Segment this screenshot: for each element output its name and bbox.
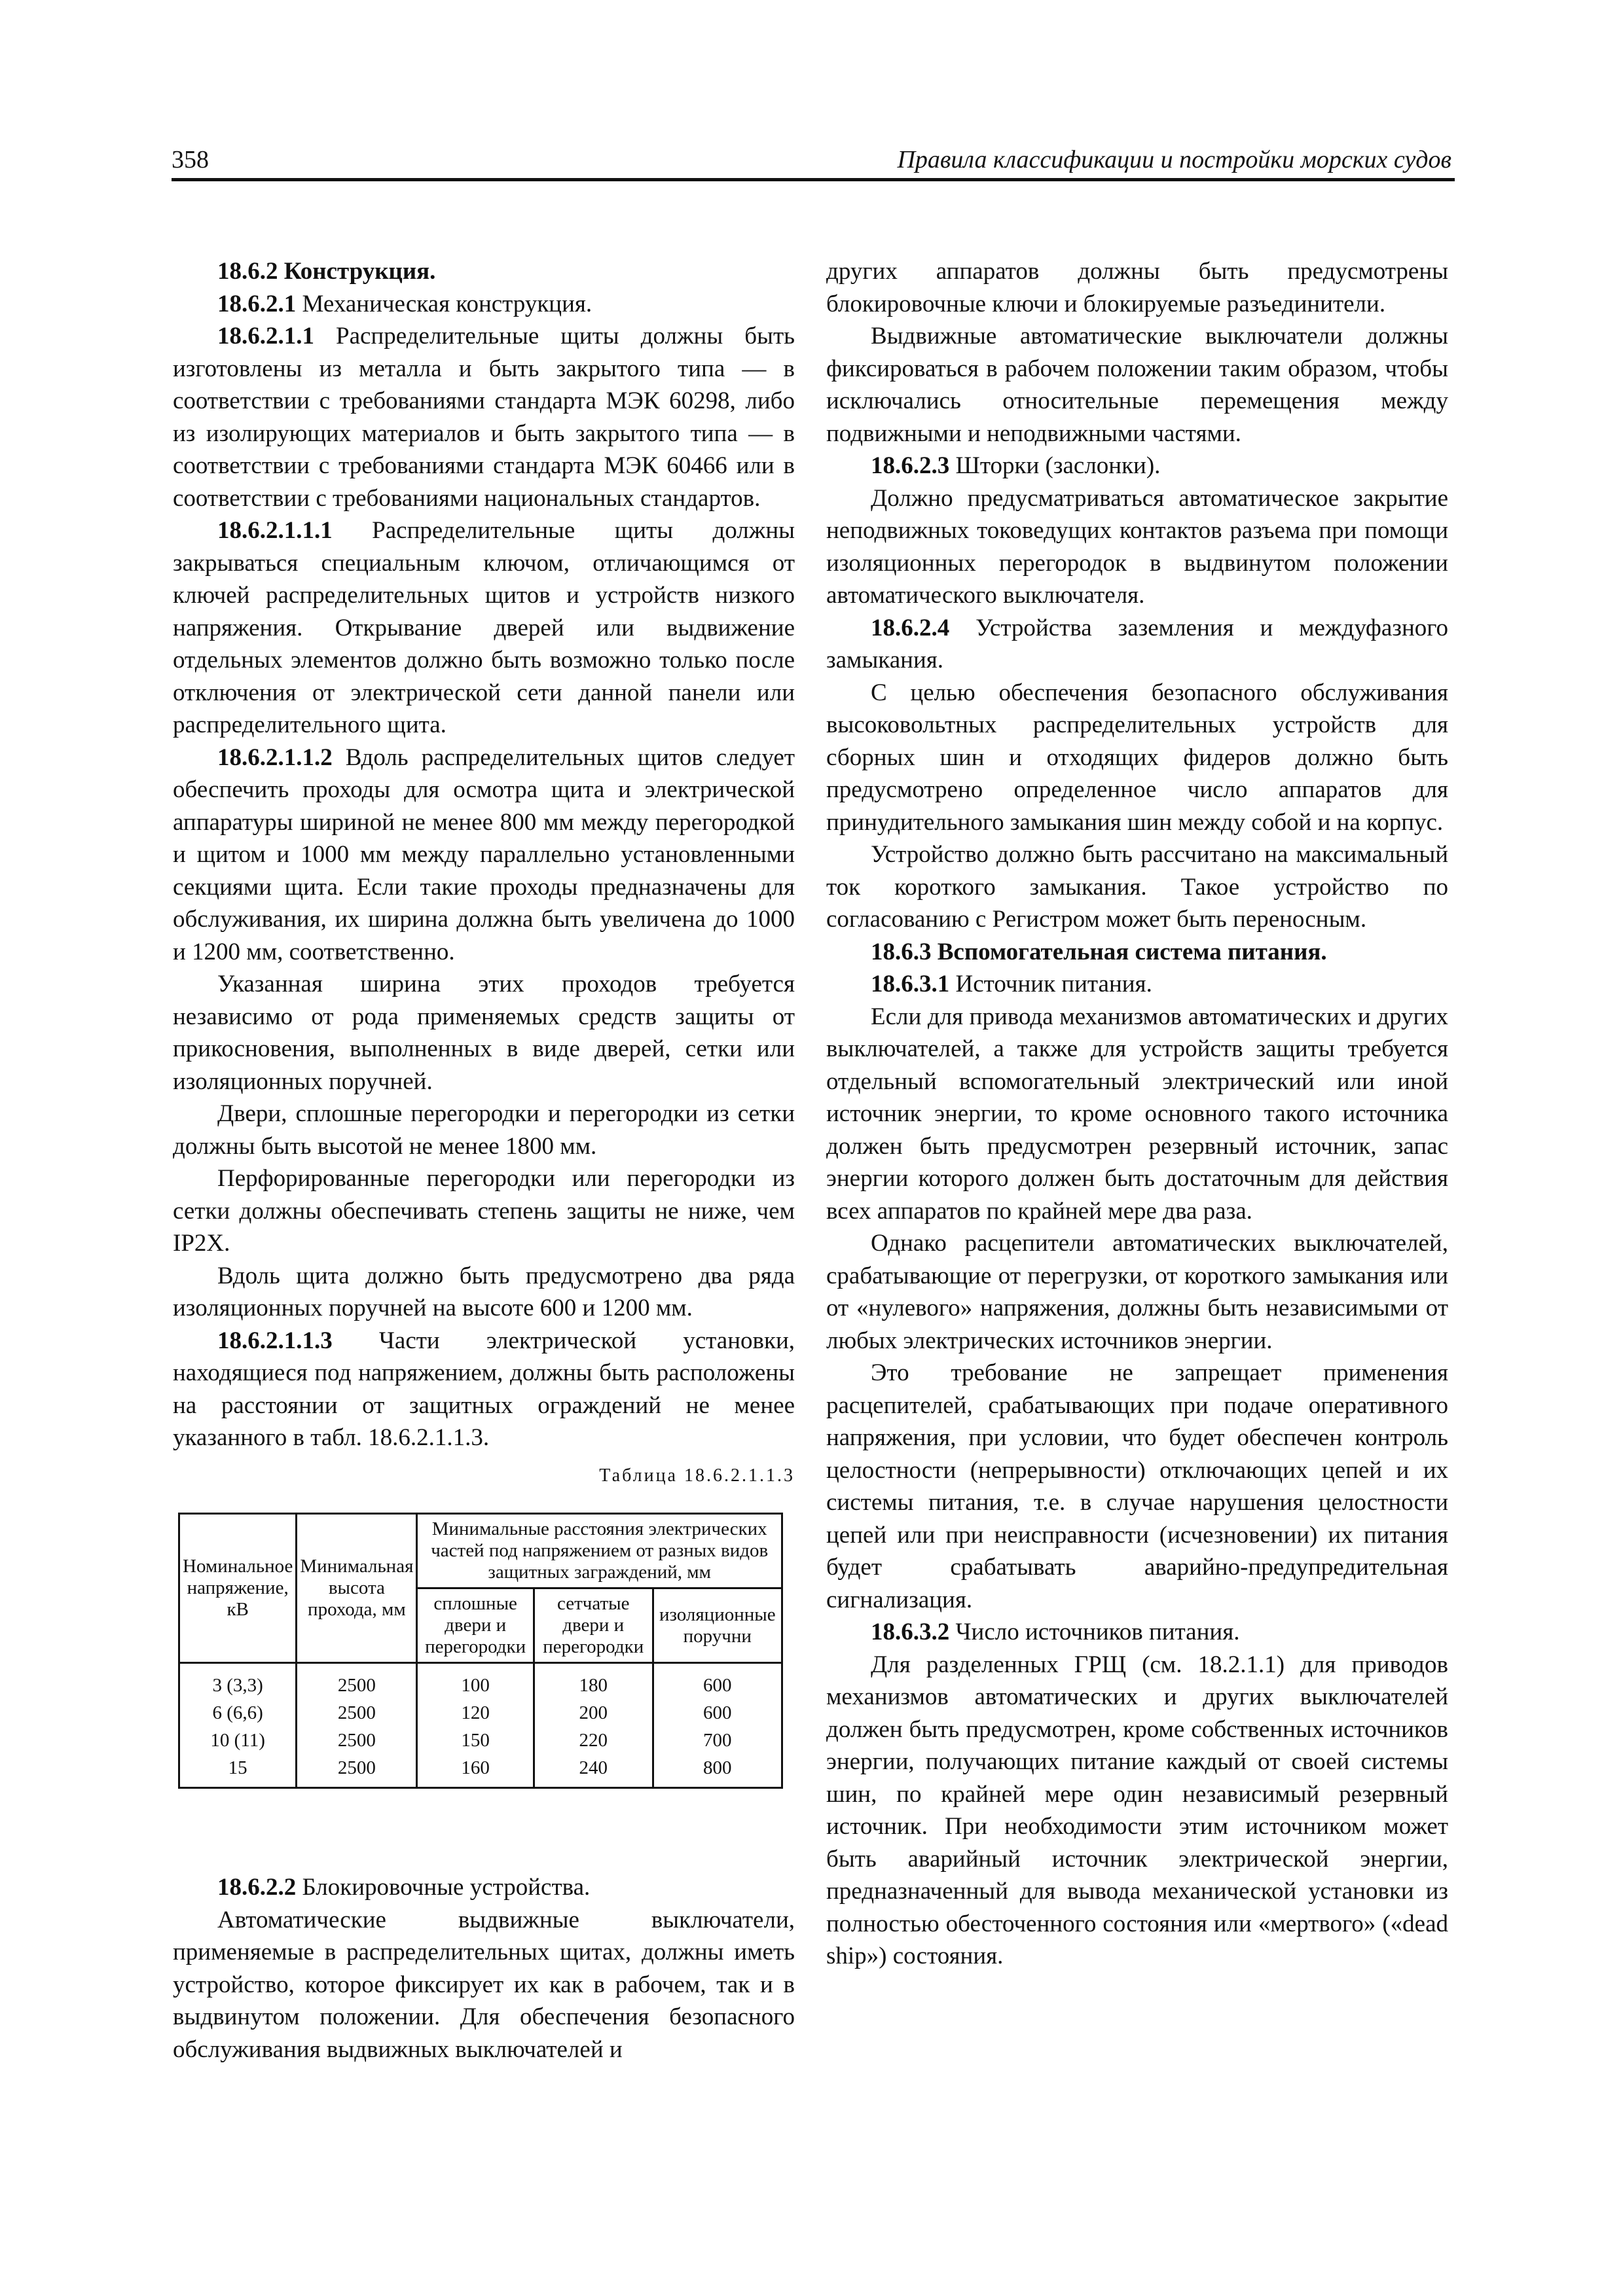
paragraph-text: Источник питания. xyxy=(949,971,1152,997)
paragraph xyxy=(826,450,1448,482)
header-rule xyxy=(172,178,1455,181)
paragraph: Должно предусматриваться автоматическое закрытие неподвижных токоведущих контактов разъема при помощи изоляционных перегородок в выдвинутом положении автоматического выключателя. xyxy=(826,484,1448,609)
paragraph xyxy=(826,612,1448,677)
clause-number: 18.6.2.1.1.1 xyxy=(217,517,333,544)
paragraph: Автоматические выдвижные выключатели, применяемые в распределительных щитах, должны иметь устройство, которое фиксирует их как в рабочем, так и в выдвинутом положении. Для обеспечения безопасного обслуживания выдвижных выключателей и xyxy=(173,1906,795,2063)
paragraph: Если для привода механизмов автоматических и других выключателей, а также для устройств защиты требуется отдельный вспомогательный электрический или иной источник энергии, то кроме основного такого источника должен быть предусмотрен резервный источник, запас энергии которого должен быть достаточным для действия всех аппаратов по крайней мере два раза. xyxy=(826,1003,1448,1225)
table-row xyxy=(179,1727,782,1754)
spacer xyxy=(173,1789,795,1871)
cell-voltage: 10 (11) xyxy=(179,1727,297,1754)
cell-rails: 800 xyxy=(653,1754,782,1788)
section-heading xyxy=(826,936,1448,969)
paragraph xyxy=(173,320,795,514)
paragraph: Двери, сплошные перегородки и перегородки из сетки должны быть высотой не менее 1800 мм. xyxy=(173,1100,795,1160)
paragraph-text: Шторки (заслонки). xyxy=(949,452,1161,479)
header-distances: Минимальные расстояния электрических частей под напряжением от разных видов защитных заграждений, мм xyxy=(417,1514,782,1588)
paragraph: Указанная ширина этих проходов требуется независимо от рода применяемых средств защиты от прикосновения, выполненных в виде дверей, сетки или изоляционных поручней. xyxy=(173,971,795,1095)
section-number: 18.6.2 Конструкция. xyxy=(217,258,436,285)
cell-solid: 150 xyxy=(417,1727,534,1754)
paragraph: Вдоль щита должно быть предусмотрено два ряда изоляционных поручней на высоте 600 и 1200 мм. xyxy=(173,1262,795,1321)
paragraph xyxy=(173,288,795,321)
table-row xyxy=(179,1663,782,1700)
cell-mesh: 180 xyxy=(534,1663,653,1700)
cell-height: 2500 xyxy=(297,1663,417,1700)
paragraph: С целью обеспечения безопасного обслуживания высоковольтных распределительных устройств для сборных шин и отходящих фидеров должно быть предусмотрено определенное число аппаратов для принудительного замыкания шин между собой и на корпус. xyxy=(826,679,1448,836)
paragraph-text: Механическая конструкция. xyxy=(296,290,593,317)
clause-number: 18.6.2.1.1.2 xyxy=(217,744,333,771)
clause-number: 18.6.2.1 xyxy=(217,290,297,317)
cell-height: 2500 xyxy=(297,1727,417,1754)
cell-rails: 700 xyxy=(653,1727,782,1754)
paragraph: Выдвижные автоматические выключатели должны фиксироваться в рабочем положении таким образом, чтобы исключались относительные перемещения между подвижными и неподвижными частями. xyxy=(826,323,1448,447)
section-heading xyxy=(173,255,795,288)
cell-rails: 600 xyxy=(653,1663,782,1700)
header-insulating-rails: изоляционные поручни xyxy=(653,1588,782,1663)
clause-number: 18.6.3.2 xyxy=(871,1619,950,1645)
paragraph-text: Блокировочные устройства. xyxy=(296,1874,591,1901)
paragraph-text: Число источников питания. xyxy=(949,1619,1240,1645)
paragraph xyxy=(173,742,795,969)
header-mesh-doors: сетчатые двери и перегородки xyxy=(534,1588,653,1663)
paragraph xyxy=(173,514,795,742)
clause-number: 18.6.3.1 xyxy=(871,971,950,997)
paragraph xyxy=(173,1871,795,1904)
paragraph-text: Вдоль распределительных щитов следует обеспечить проходы для осмотра щита и электрической аппаратуры шириной не менее 800 мм между перегородкой и щитом и 1000 мм между параллельно установленными секциями щита. Если такие проходы предназначены для обслуживания, их ширина должна быть увеличена до 1000 и 1200 мм, соответственно. xyxy=(173,744,795,965)
right-column xyxy=(826,255,1448,1973)
cell-solid: 160 xyxy=(417,1754,534,1788)
paragraph-text: Распределительные щиты должны быть изготовлены из металла и быть закрытого типа — в соответствии с требованиями стандарта МЭК 60298, либо из изолирующих материалов и быть закрытого типа — в соответствии с требованиями стандарта МЭК 60466 или в соответствии с требованиями национальных стандартов. xyxy=(173,323,795,512)
clause-number: 18.6.2.1.1 xyxy=(217,323,314,350)
page-number: 358 xyxy=(172,146,209,173)
clause-number: 18.6.2.4 xyxy=(871,614,950,641)
paragraph xyxy=(826,968,1448,1001)
cell-voltage: 6 (6,6) xyxy=(179,1699,297,1727)
paragraph xyxy=(173,1325,795,1454)
paragraph-text: Распределительные щиты должны закрываться специальным ключом, отличающимся от ключей распределительных щитов и устройств низкого напряжения. Открывание дверей или выдвижение отдельных элементов должно быть возможно только после отключения от электрической сети данной панели или распределительного щита. xyxy=(173,517,795,738)
header-passage-height: Минимальная высота прохода, мм xyxy=(297,1514,417,1663)
cell-rails: 600 xyxy=(653,1699,782,1727)
paragraph-text: Части электрической установки, находящиеся под напряжением, должны быть расположены на расстоянии от защитных ограждений не менее указанного в табл. 18.6.2.1.1.3. xyxy=(173,1327,795,1451)
cell-solid: 120 xyxy=(417,1699,534,1727)
left-column xyxy=(173,255,795,2066)
paragraph xyxy=(826,1616,1448,1649)
clause-number: 18.6.2.2 xyxy=(217,1874,297,1901)
cell-mesh: 240 xyxy=(534,1754,653,1788)
paragraph: Перфорированные перегородки или перегородки из сетки должны обеспечивать степень защиты не ниже, чем IP2X. xyxy=(173,1165,795,1257)
header-voltage: Номинальное напряжение, кВ xyxy=(179,1514,297,1663)
paragraph: Однако расцепители автоматических выключателей, срабатывающие от перегрузки, от короткого замыкания или от «нулевого» напряжения, должны быть независимыми от любых электрических источников энергии. xyxy=(826,1230,1448,1354)
table-row xyxy=(179,1699,782,1727)
paragraph: Устройство должно быть рассчитано на максимальный ток короткого замыкания. Такое устройство по согласованию с Регистром может быть переносным. xyxy=(826,841,1448,933)
paragraph: Это требование не запрещает применения расцепителей, срабатывающих при подаче оперативного напряжения, при условии, что будет обеспечен контроль целостности (непрерывности) отключающих цепей и их системы питания, т.е. в случае нарушения целостности цепей или при неисправности (исчезновении) их питания будет срабатывать аварийно-предупредительная сигнализация. xyxy=(826,1359,1448,1613)
running-title: Правила классификации и постройки морских судов xyxy=(897,146,1451,173)
clause-number: 18.6.2.3 xyxy=(871,452,950,479)
clause-number: 18.6.2.1.1.3 xyxy=(217,1327,333,1354)
cell-height: 2500 xyxy=(297,1699,417,1727)
paragraph: Для разделенных ГРЩ (см. 18.2.1.1) для приводов механизмов автоматических и других выключателей должен быть предусмотрен, кроме собственных источников энергии, получающих питание каждый от своей системы шин, по крайней мере один независимый резервный источник. При необходимости этим источником может быть аварийный источник электрической энергии, предназначенный для вывода механической установки из полностью обесточенного состояния или «мертвого» («dead ship») состояния. xyxy=(826,1651,1448,1969)
paragraph-text: Устройства заземления и междуфазного замыкания. xyxy=(826,614,1448,673)
cell-height: 2500 xyxy=(297,1754,417,1788)
header-solid-doors: сплошные двери и перегородки xyxy=(417,1588,534,1663)
cell-solid: 100 xyxy=(417,1663,534,1700)
cell-mesh: 200 xyxy=(534,1699,653,1727)
section-number: 18.6.3 Вспомогательная система питания. xyxy=(871,938,1327,965)
table-caption: Таблица 18.6.2.1.1.3 xyxy=(599,1465,795,1486)
cell-voltage: 3 (3,3) xyxy=(179,1663,297,1700)
clearance-table xyxy=(178,1513,783,1789)
cell-mesh: 220 xyxy=(534,1727,653,1754)
cell-voltage: 15 xyxy=(179,1754,297,1788)
paragraph-continued: других аппаратов должны быть предусмотрены блокировочные ключи и блокируемые разъединители. xyxy=(826,258,1448,317)
table-row xyxy=(179,1754,782,1788)
